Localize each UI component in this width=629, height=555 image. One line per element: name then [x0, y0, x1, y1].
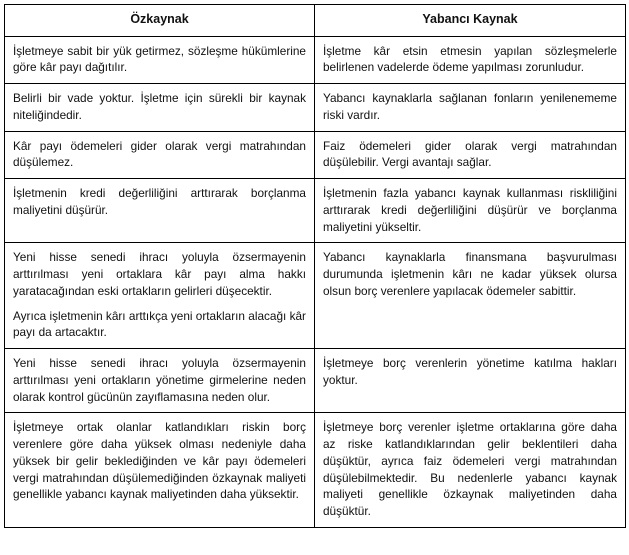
cell-yabanci-2: Yabancı kaynaklarla sağlanan fonların yenilenememe riski vardır. [315, 84, 626, 132]
table-row [5, 179, 626, 243]
column-header-ozkaynak: Özkaynak [5, 5, 315, 37]
cell-ozkaynak-6: Yeni hisse senedi ihracı yoluyla özsermayenin arttırılması yeni ortakların yönetime girmelerine neden olarak kontrol gücünün zayıflamasına neden olur. [5, 349, 315, 413]
table-header-row [5, 5, 626, 37]
table-row [5, 413, 626, 528]
cell-ozkaynak-5 [5, 243, 315, 349]
cell-ozkaynak-2: Belirli bir vade yoktur. İşletme için sürekli bir kaynak niteliğindedir. [5, 84, 315, 132]
table-row [5, 349, 626, 413]
cell-yabanci-1: İşletme kâr etsin etmesin yapılan sözleşmelerle belirlenen vadelerde ödeme yapılması zorunludur. [315, 36, 626, 84]
table-row [5, 243, 626, 349]
table-row [5, 131, 626, 179]
cell-ozkaynak-4: İşletmenin kredi değerliliğini arttırarak borçlanma maliyetini düşürür. [5, 179, 315, 243]
table-row [5, 36, 626, 84]
column-header-yabanci-kaynak: Yabancı Kaynak [315, 5, 626, 37]
cell-ozkaynak-3: Kâr payı ödemeleri gider olarak vergi matrahından düşülemez. [5, 131, 315, 179]
document-page [0, 4, 629, 555]
table-row [5, 84, 626, 132]
cell-yabanci-6: İşletmeye borç verenlerin yönetime katılma hakları yoktur. [315, 349, 626, 413]
comparison-table [4, 4, 626, 528]
cell-ozkaynak-7: İşletmeye ortak olanlar katlandıkları riskin borç verenlere göre daha yüksek olması nedeniyle daha yüksek bir gelir beklediğinden ve kâr payı ödemeleri vergi matrahından düşülemediğinden özkaynak maliyeti genellikle yabancı kaynak maliyetinden daha yüksektir. [5, 413, 315, 528]
cell-yabanci-7: İşletmeye borç verenler işletme ortaklarına göre daha az riske katlandıklarından gelir beklentileri daha düşüktür, ayrıca faiz ödemeleri vergi matrahından düşülebilmektedir. Bu nedenlerle yabancı kaynak maliyeti genellikle özkaynak maliyetinden daha düşüktür. [315, 413, 626, 528]
cell-yabanci-3: Faiz ödemeleri gider olarak vergi matrahından düşülebilir. Vergi avantajı sağlar. [315, 131, 626, 179]
cell-ozkaynak-1: İşletmeye sabit bir yük getirmez, sözleşme hükümlerine göre kâr payı dağıtılır. [5, 36, 315, 84]
cell-yabanci-4: İşletmenin fazla yabancı kaynak kullanması riskliliğini arttırarak kredi değerliliğini düşürür ve borçlanma maliyetini yükseltir. [315, 179, 626, 243]
cell-ozkaynak-5-paragraph-1: Yeni hisse senedi ihracı yoluyla özsermayenin arttırılması yeni ortaklara kâr payı alma hakkı yaratacağından eski ortakların gelirleri düşecektir. [13, 250, 306, 298]
cell-yabanci-5: Yabancı kaynaklarla finansmana başvurulması durumunda işletmenin kârı ne kadar yüksek olursa olsun borç verenlere yapılacak ödemeler sabittir. [315, 243, 626, 349]
cell-ozkaynak-5-paragraph-2: Ayrıca işletmenin kârı arttıkça yeni ortakların alacağı kâr payı da artacaktır. [13, 308, 306, 340]
